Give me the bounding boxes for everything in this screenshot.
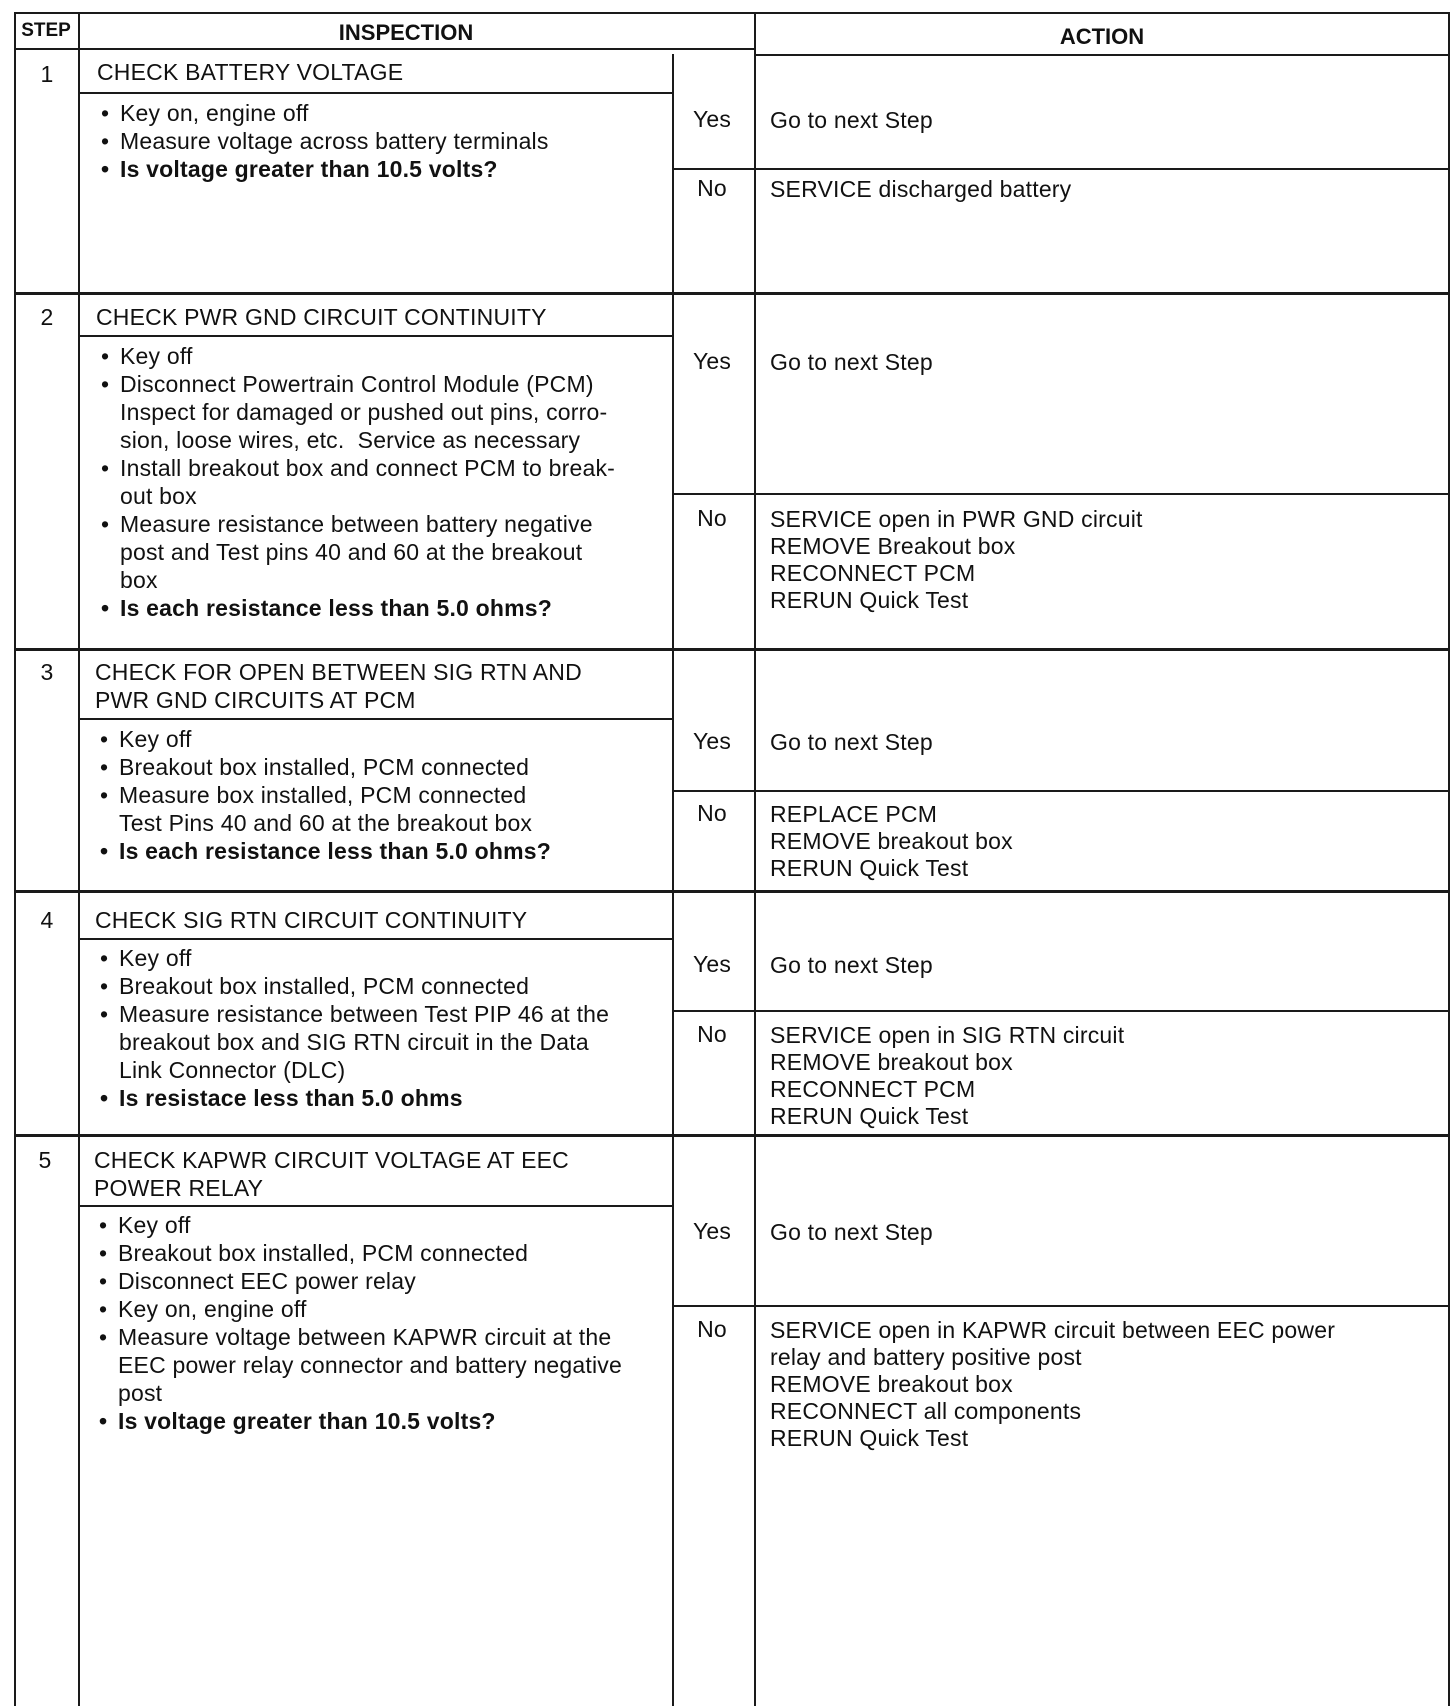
no-action	[770, 176, 1071, 203]
action-line: RERUN Quick Test	[770, 1103, 969, 1129]
inspection-item: • Key on, engine off	[90, 99, 549, 127]
action-line: Go to next Step	[770, 729, 933, 755]
action-line: RERUN Quick Test	[770, 855, 969, 881]
inspection-item: • Breakout box installed, PCM connected	[89, 972, 609, 1000]
action-line: REMOVE Breakout box	[770, 533, 1016, 559]
inspection-item: • Key on, engine off	[88, 1295, 622, 1323]
action-line: Go to next Step	[770, 349, 933, 375]
action-line: RECONNECT all components	[770, 1398, 1082, 1424]
inspection-question: • Is voltage greater than 10.5 volts?	[88, 1407, 622, 1435]
inspection-item: • Key off	[90, 342, 615, 370]
inspection-item: • Measure voltage across battery terminals	[90, 127, 549, 155]
rule-yesno	[754, 12, 756, 1706]
title-underline-2	[78, 335, 672, 337]
no-label: No	[697, 175, 727, 201]
header-inspection: INSPECTION	[338, 20, 474, 45]
inspection-item: • Install breakout box and connect PCM to break- out box	[90, 454, 615, 510]
yes-no-divider-1	[672, 168, 1450, 170]
inspection-item: • Breakout box installed, PCM connected	[88, 1239, 622, 1267]
inspection-item: • Key off	[89, 725, 551, 753]
step-title	[94, 1146, 569, 1202]
no-action	[770, 1317, 1335, 1452]
title-underline-5	[78, 1205, 672, 1207]
inspection-question: • Is resistace less than 5.0 ohms	[89, 1084, 609, 1112]
action-line: Go to next Step	[770, 952, 933, 978]
header-divider-right	[754, 54, 1450, 56]
inspection-item: • Breakout box installed, PCM connected	[89, 753, 551, 781]
step-number: 1	[40, 61, 54, 87]
yes-label: Yes	[692, 1218, 732, 1244]
header-divider-left	[14, 48, 754, 50]
yes-label: Yes	[692, 951, 732, 977]
inspection-question: • Is each resistance less than 5.0 ohms?	[89, 837, 551, 865]
inspection-list	[89, 725, 551, 865]
no-label: No	[697, 1316, 727, 1342]
inspection-item: • Measure resistance between Test PIP 46 at the breakout box and SIG RTN circuit in the Data Link Connector (DLC)	[89, 1000, 609, 1084]
step-number: 2	[40, 304, 54, 330]
rule-step	[78, 12, 80, 1706]
inspection-item: • Key off	[88, 1211, 622, 1239]
step-title-line: CHECK FOR OPEN BETWEEN SIG RTN AND	[95, 659, 582, 685]
yes-action	[770, 349, 933, 376]
step-title: CHECK SIG RTN CIRCUIT CONTINUITY	[95, 907, 528, 933]
action-line: RECONNECT PCM	[770, 560, 976, 586]
step-title: CHECK PWR GND CIRCUIT CONTINUITY	[96, 304, 547, 330]
action-line: relay and battery positive post	[770, 1344, 1082, 1370]
action-line: SERVICE open in SIG RTN circuit	[770, 1022, 1125, 1048]
yes-no-divider-4	[672, 1010, 1450, 1012]
row-separator-2	[14, 648, 1450, 651]
action-line: Go to next Step	[770, 1219, 933, 1245]
no-label: No	[697, 800, 727, 826]
inspection-item: • Disconnect Powertrain Control Module (PCM) Inspect for damaged or pushed out pins, corro- sion, loose wires, etc. Service as necessary	[90, 370, 615, 454]
step-title-line: CHECK KAPWR CIRCUIT VOLTAGE AT EEC	[94, 1147, 569, 1173]
step-number: 3	[40, 659, 54, 685]
step-title-line: POWER RELAY	[94, 1175, 264, 1201]
title-underline-3	[78, 718, 672, 720]
title-underline-1	[78, 92, 672, 94]
title-underline-4	[78, 938, 672, 940]
no-action	[770, 506, 1143, 614]
inspection-item: • Measure box installed, PCM connected Test Pins 40 and 60 at the breakout box	[89, 781, 551, 837]
inspection-list	[90, 99, 549, 183]
yes-no-divider-3	[672, 790, 1450, 792]
header-step: STEP	[21, 20, 71, 41]
action-line: RERUN Quick Test	[770, 587, 969, 613]
step-title: CHECK BATTERY VOLTAGE	[97, 59, 404, 85]
yes-action	[770, 952, 933, 979]
inspection-list	[88, 1211, 622, 1435]
inspection-list	[89, 944, 609, 1112]
yes-label: Yes	[692, 106, 732, 132]
header-action: ACTION	[1059, 24, 1145, 49]
inspection-item: • Measure resistance between battery negative post and Test pins 40 and 60 at the breakout box	[90, 510, 615, 594]
no-action	[770, 1022, 1124, 1130]
yes-action	[770, 729, 933, 756]
action-line: REMOVE breakout box	[770, 828, 1013, 854]
action-line: Go to next Step	[770, 107, 933, 133]
rule-right	[1448, 12, 1450, 1706]
action-line: REMOVE breakout box	[770, 1371, 1013, 1397]
yes-action	[770, 1219, 933, 1246]
step-number: 4	[40, 907, 54, 933]
step-title-line: PWR GND CIRCUITS AT PCM	[95, 687, 416, 713]
table-top-border	[14, 12, 1450, 14]
no-label: No	[697, 1021, 727, 1047]
rule-left	[14, 12, 16, 1706]
no-action	[770, 801, 1013, 882]
yes-no-divider-5	[672, 1305, 1450, 1307]
row-separator-4	[14, 1134, 1450, 1137]
step-title	[95, 658, 582, 714]
action-line: SERVICE open in PWR GND circuit	[770, 506, 1143, 532]
inspection-list	[90, 342, 615, 622]
yes-label: Yes	[692, 348, 732, 374]
rule-inspection	[672, 54, 674, 1706]
inspection-question: • Is each resistance less than 5.0 ohms?	[90, 594, 615, 622]
inspection-question: • Is voltage greater than 10.5 volts?	[90, 155, 549, 183]
yes-no-divider-2	[672, 493, 1450, 495]
step-number: 5	[38, 1147, 52, 1173]
action-line: SERVICE discharged battery	[770, 176, 1072, 202]
yes-label: Yes	[692, 728, 732, 754]
action-line: RERUN Quick Test	[770, 1425, 969, 1451]
action-line: RECONNECT PCM	[770, 1076, 976, 1102]
inspection-item: • Key off	[89, 944, 609, 972]
inspection-item: • Measure voltage between KAPWR circuit at the EEC power relay connector and battery negative post	[88, 1323, 622, 1407]
no-label: No	[697, 505, 727, 531]
row-separator-3	[14, 890, 1450, 893]
action-line: REPLACE PCM	[770, 801, 938, 827]
inspection-item: • Disconnect EEC power relay	[88, 1267, 622, 1295]
row-separator-1	[14, 292, 1450, 295]
action-line: REMOVE breakout box	[770, 1049, 1013, 1075]
yes-action	[770, 107, 933, 134]
action-line: SERVICE open in KAPWR circuit between EEC power	[770, 1317, 1336, 1343]
